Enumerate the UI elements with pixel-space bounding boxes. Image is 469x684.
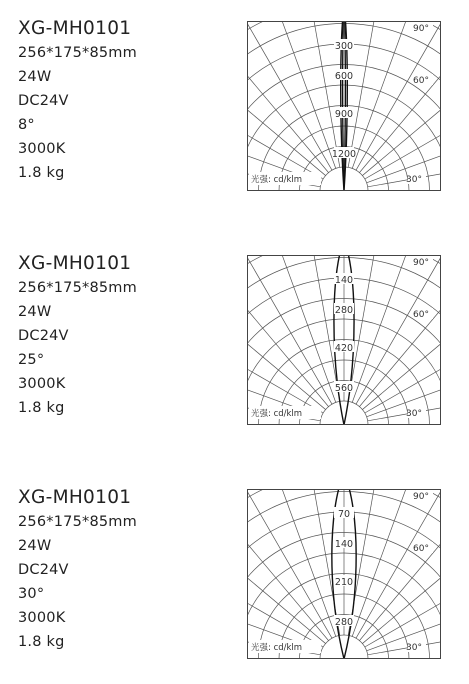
polar-chart xyxy=(247,255,441,425)
light-distribution-diagram xyxy=(247,255,441,425)
grid-spoke xyxy=(348,489,396,635)
grid-spoke xyxy=(247,21,326,176)
angle-label: 90° xyxy=(413,24,429,34)
radial-value-label: 140 xyxy=(334,275,354,286)
radial-value-label: 1200 xyxy=(331,149,357,160)
weight: 1.8 kg xyxy=(18,634,65,650)
spec-list xyxy=(18,18,137,185)
unit-label: 光强: cd/klm xyxy=(251,409,303,419)
spec-list xyxy=(18,253,137,420)
spec-list xyxy=(18,487,137,654)
angle-label: 90° xyxy=(413,258,429,268)
radial-value-label: 140 xyxy=(334,539,354,550)
beam-angle: 30° xyxy=(18,586,45,602)
unit-label: 光强: cd/klm xyxy=(251,643,303,653)
grid-spoke xyxy=(292,255,340,401)
grid-spoke xyxy=(365,509,441,647)
model-name: XG-MH0101 xyxy=(18,18,132,39)
grid-spoke xyxy=(247,21,332,170)
radial-value-label: 280 xyxy=(334,617,354,628)
grid-spoke xyxy=(362,21,441,176)
angle-label: 60° xyxy=(413,544,429,554)
beam-angle: 8° xyxy=(18,117,35,133)
radial-value-label: 900 xyxy=(334,109,354,120)
grid-spoke xyxy=(247,489,332,638)
radial-value-label: 560 xyxy=(334,383,354,394)
power: 24W xyxy=(18,304,52,320)
grid-spoke xyxy=(362,255,441,410)
voltage: DC24V xyxy=(18,93,69,109)
grid-spoke xyxy=(348,255,396,401)
grid-spoke xyxy=(247,41,323,179)
dimensions: 256*175*85mm xyxy=(18,280,137,296)
power: 24W xyxy=(18,69,52,85)
grid-spoke xyxy=(247,489,336,636)
radial-value-label: 280 xyxy=(334,305,354,316)
grid-spoke xyxy=(247,255,336,402)
grid-spoke xyxy=(247,275,323,413)
radial-value-label: 600 xyxy=(334,71,354,82)
dimensions: 256*175*85mm xyxy=(18,45,137,61)
grid-spoke xyxy=(352,489,441,636)
grid-spoke xyxy=(356,489,441,638)
grid-spoke xyxy=(352,21,441,168)
angle-label: 30° xyxy=(406,175,422,185)
color-temperature: 3000K xyxy=(18,610,66,626)
angle-label: 90° xyxy=(413,492,429,502)
grid-spoke xyxy=(362,489,441,644)
radial-value-label: 300 xyxy=(334,41,354,52)
grid-spoke xyxy=(348,21,396,167)
model-name: XG-MH0101 xyxy=(18,253,132,274)
grid-spoke xyxy=(292,489,340,635)
grid-spoke xyxy=(247,21,336,168)
grid-spoke xyxy=(247,255,332,404)
radial-value-label: 70 xyxy=(337,509,351,520)
polar-chart xyxy=(247,21,441,191)
angle-label: 60° xyxy=(413,310,429,320)
voltage: DC24V xyxy=(18,328,69,344)
light-distribution-diagram xyxy=(247,489,441,659)
beam-angle: 25° xyxy=(18,352,45,368)
model-name: XG-MH0101 xyxy=(18,487,132,508)
grid-spoke xyxy=(356,21,441,170)
angle-label: 60° xyxy=(413,76,429,86)
unit-label: 光强: cd/klm xyxy=(251,175,303,185)
grid-spoke xyxy=(365,41,441,179)
power: 24W xyxy=(18,538,52,554)
grid-spoke xyxy=(247,255,326,410)
polar-chart xyxy=(247,489,441,659)
radial-value-label: 210 xyxy=(334,577,354,588)
grid-spoke xyxy=(247,489,326,644)
grid-spoke xyxy=(352,255,441,402)
color-temperature: 3000K xyxy=(18,376,66,392)
angle-label: 30° xyxy=(406,409,422,419)
weight: 1.8 kg xyxy=(18,165,65,181)
angle-label: 30° xyxy=(406,643,422,653)
radial-value-label: 420 xyxy=(334,343,354,354)
grid-spoke xyxy=(356,255,441,404)
color-temperature: 3000K xyxy=(18,141,66,157)
voltage: DC24V xyxy=(18,562,69,578)
weight: 1.8 kg xyxy=(18,400,65,416)
grid-spoke xyxy=(292,21,340,167)
light-distribution-diagram xyxy=(247,21,441,191)
dimensions: 256*175*85mm xyxy=(18,514,137,530)
grid-spoke xyxy=(365,275,441,413)
grid-spoke xyxy=(247,509,323,647)
